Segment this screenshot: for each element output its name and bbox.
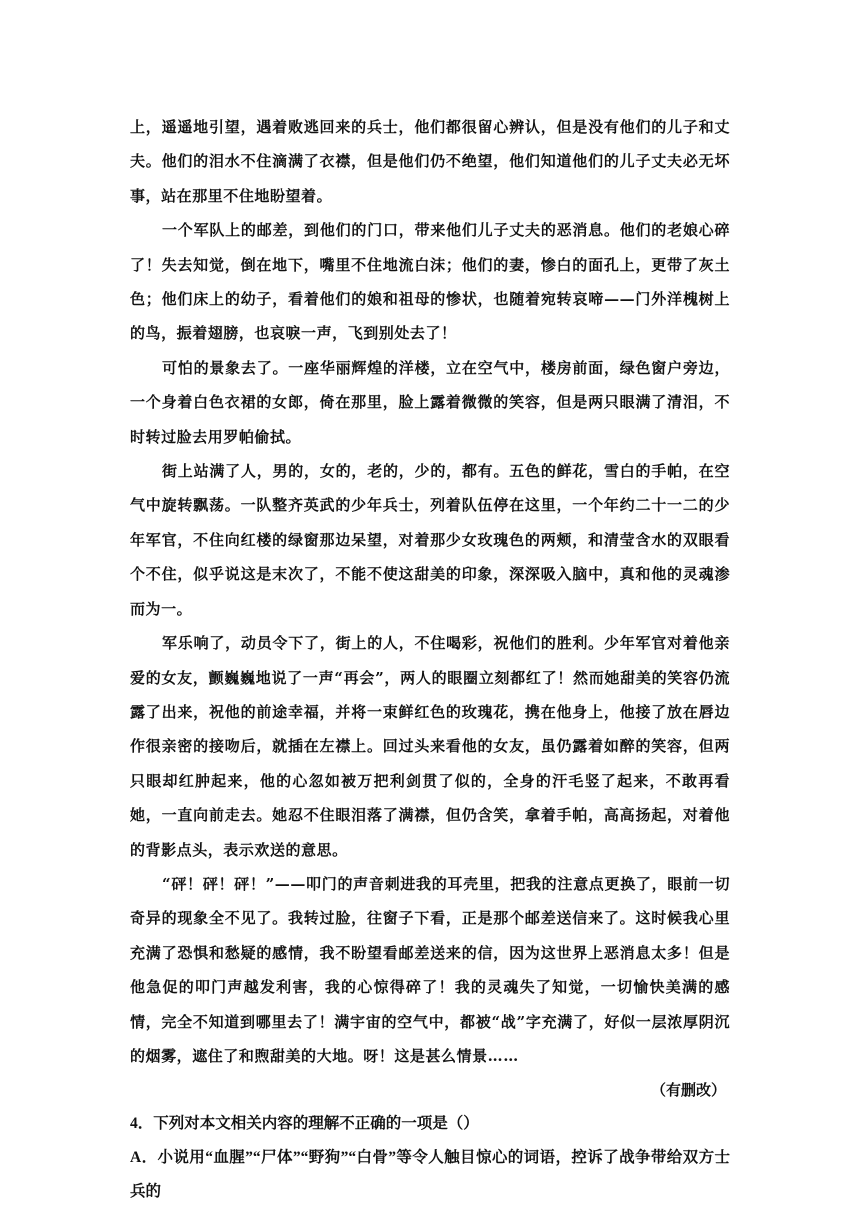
paragraph-3: 可怕的景象去了。一座华丽辉煌的洋楼，立在空气中，楼房前面，绿色窗户旁边，一个身着白色衣裙的女郎，倚在那里，脸上露着微微的笑容，但是两只眼满了清泪，不时转过脸去用罗帕偷拭。 [130,358,730,446]
paragraph-2: 一个军队上的邮差，到他们的门口，带来他们儿子丈夫的恶消息。他们的老娘心碎了！失去知觉，倒在地下，嘴里不住地流白沫；他们的妻，惨白的面孔上，更带了灰土色；他们床上的幼子，看着他们的娘和祖母的惨状，也随着宛转哀啼——门外洋槐树上的鸟，振着翅膀，也哀唳一声，飞到别处去了！ [130,221,730,343]
passage [130,110,730,1107]
question-4 [130,1107,730,1209]
question-stem-line [130,1107,730,1141]
paragraph-5: 军乐响了，动员令下了，街上的人，不住喝彩，祝他们的胜利。少年军官对着他亲爱的女友，颤巍巍地说了一声“再会”，两人的眼圈立刻都红了！然而她甜美的笑容仍流露了出来，祝他的前途幸福，并将一束鲜红色的玫瑰花，携在他身上，他接了放在唇边作很亲密的接吻后，就插在左襟上。回过头来看他的女友，虽仍露着如醉的笑容，但两只眼却红肿起来，他的心忽如被万把利剑贯了似的，全身的汗毛竖了起来，不敢再看她，一直向前走去。她忍不住眼泪落了满襟，但仍含笑，拿着手帕，高高扬起，对着他的背影点头，表示欢送的意思。 [130,634,730,859]
question-number: 4． [130,1115,154,1133]
option-a [130,1141,730,1209]
document-page [130,110,730,1209]
paragraph-4: 街上站满了人，男的，女的，老的，少的，都有。五色的鲜花，雪白的手帕，在空气中旋转飘荡。一队整齐英武的少年兵士，列着队伍停在这里，一个年约二十一二的少年军官，不住向红楼的绿窗那边呆望，对着那少女玫瑰色的两颊，和清莹含水的双眼看个不住，似乎说这是末次了，不能不使这甜美的印象，深深吸入脑中，真和他的灵魂渗而为一。 [130,462,730,618]
option-a-text: 小说用“血腥”“尸体”“野狗”“白骨”等令人触目惊心的词语，控诉了战争带给双方士兵的 [130,1149,730,1201]
question-stem: 下列对本文相关内容的理解不正确的一项是（） [153,1115,479,1133]
source-note: （有删改） [650,1081,726,1100]
option-a-label: A． [130,1149,158,1167]
paragraph-6: “砰！砰！砰！”——叩门的声音刺进我的耳壳里，把我的注意点更换了，眼前一切奇异的现象全不见了。我转过脸，往窗子下看，正是那个邮差送信来了。这时候我心里充满了恐惧和愁疑的感情，我不盼望看邮差送来的信，因为这世界上恶消息太多！但是他急促的叩门声越发利害，我的心惊得碎了！我的灵魂失了知觉，一切愉快美满的感情，完全不知道到哪里去了！满宇宙的空气中，都被“战”字充满了，好似一层浓厚阴沉的烟雾，遮住了和煦甜美的大地。呀！这是甚么情景…… [130,874,730,1065]
paragraph-1: 上，遥遥地引望，遇着败逃回来的兵士，他们都很留心辨认，但是没有他们的儿子和丈夫。他们的泪水不住滴满了衣襟，但是他们仍不绝望，他们知道他们的儿子丈夫必无坏事，站在那里不住地盼望着。 [130,118,730,205]
